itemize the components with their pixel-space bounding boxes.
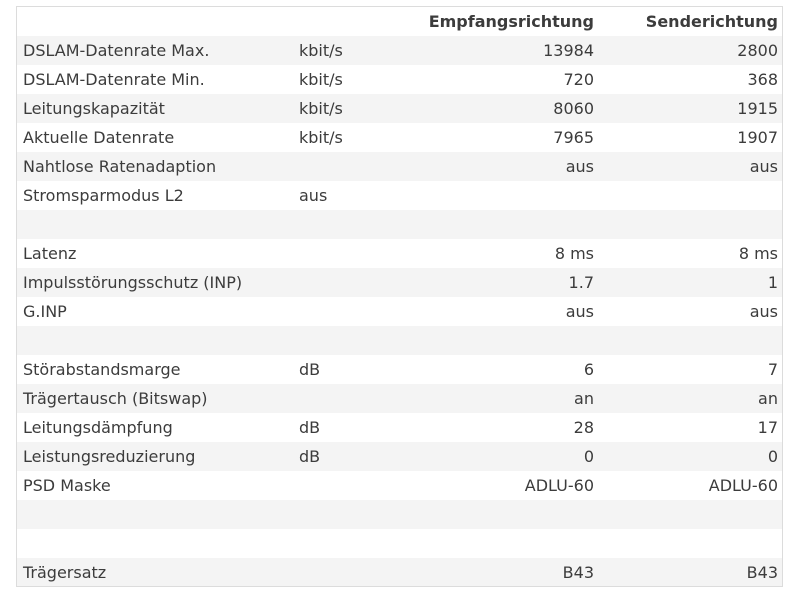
row-downstream-value: aus xyxy=(565,157,594,176)
row-unit: kbit/s xyxy=(299,70,343,89)
row-unit xyxy=(293,384,393,413)
row-downstream-value: B43 xyxy=(562,563,594,582)
row-upstream-value xyxy=(594,181,782,210)
table-row xyxy=(17,152,782,181)
table-row xyxy=(17,442,782,471)
row-unit: dB xyxy=(299,447,321,466)
row-downstream-value: 0 xyxy=(583,447,594,466)
row-upstream-value: aus xyxy=(749,302,778,321)
row-upstream-value: 0 xyxy=(767,447,778,466)
row-upstream-value: 368 xyxy=(747,70,778,89)
row-downstream-value: 8 ms xyxy=(554,244,594,263)
row-downstream-value: aus xyxy=(565,302,594,321)
header-downstream: Empfangsrichtung xyxy=(393,7,594,36)
row-unit xyxy=(293,268,393,297)
row-label: Trägersatz xyxy=(23,563,107,582)
row-label: PSD Maske xyxy=(23,476,111,495)
row-downstream-value: an xyxy=(574,389,594,408)
row-unit: aus xyxy=(299,186,328,205)
row-label xyxy=(17,500,293,529)
row-downstream-value xyxy=(393,210,594,239)
row-upstream-value xyxy=(594,326,782,355)
row-label: Störabstandsmarge xyxy=(23,360,181,379)
row-downstream-value: 7965 xyxy=(553,128,594,147)
row-upstream-value: an xyxy=(758,389,778,408)
table-row xyxy=(17,94,782,123)
row-downstream-value: 6 xyxy=(583,360,594,379)
row-upstream-value: ADLU-60 xyxy=(708,476,778,495)
row-label xyxy=(17,529,293,558)
table-header xyxy=(17,7,782,36)
row-unit xyxy=(293,152,393,181)
row-unit xyxy=(293,239,393,268)
row-label: Leistungsreduzierung xyxy=(23,447,196,466)
row-upstream-value xyxy=(594,500,782,529)
row-downstream-value xyxy=(393,529,594,558)
table-row xyxy=(17,529,782,558)
row-unit xyxy=(293,558,393,587)
row-downstream-value xyxy=(393,500,594,529)
row-downstream-value xyxy=(393,181,594,210)
row-upstream-value: 7 xyxy=(767,360,778,379)
row-upstream-value: aus xyxy=(749,157,778,176)
row-label: Trägertausch (Bitswap) xyxy=(23,389,208,408)
row-unit: kbit/s xyxy=(299,128,343,147)
row-upstream-value: B43 xyxy=(746,563,778,582)
table-row xyxy=(17,36,782,65)
row-downstream-value: 13984 xyxy=(543,41,594,60)
row-downstream-value: 1.7 xyxy=(568,273,594,292)
dsl-info-table-container xyxy=(16,6,783,587)
row-label: Latenz xyxy=(23,244,77,263)
table-row xyxy=(17,297,782,326)
row-upstream-value: 1915 xyxy=(737,99,778,118)
header-upstream: Senderichtung xyxy=(594,7,782,36)
row-unit xyxy=(293,297,393,326)
row-label: DSLAM-Datenrate Min. xyxy=(23,70,205,89)
row-downstream-value: 8060 xyxy=(553,99,594,118)
row-downstream-value: ADLU-60 xyxy=(524,476,594,495)
row-label: Aktuelle Datenrate xyxy=(23,128,175,147)
row-unit xyxy=(293,500,393,529)
table-row xyxy=(17,500,782,529)
row-upstream-value xyxy=(594,529,782,558)
row-downstream-value: 720 xyxy=(563,70,594,89)
row-unit: dB xyxy=(299,360,321,379)
table-row xyxy=(17,65,782,94)
row-label: Nahtlose Ratenadaption xyxy=(23,157,217,176)
row-downstream-value xyxy=(393,326,594,355)
table-row xyxy=(17,123,782,152)
table-row xyxy=(17,326,782,355)
table-row xyxy=(17,558,782,587)
row-unit xyxy=(293,529,393,558)
row-unit xyxy=(293,471,393,500)
dsl-info-table xyxy=(17,7,782,587)
row-unit xyxy=(293,210,393,239)
row-upstream-value xyxy=(594,210,782,239)
row-upstream-value: 2800 xyxy=(737,41,778,60)
table-row xyxy=(17,239,782,268)
row-label: G.INP xyxy=(23,302,67,321)
row-upstream-value: 1907 xyxy=(737,128,778,147)
header-row xyxy=(17,7,782,36)
table-body xyxy=(17,36,782,587)
row-unit: kbit/s xyxy=(299,99,343,118)
row-label xyxy=(17,326,293,355)
row-label: Impulsstörungsschutz (INP) xyxy=(23,273,243,292)
row-unit xyxy=(293,326,393,355)
row-downstream-value: 28 xyxy=(573,418,594,437)
table-row xyxy=(17,181,782,210)
row-upstream-value: 8 ms xyxy=(738,244,778,263)
table-row xyxy=(17,384,782,413)
table-row xyxy=(17,413,782,442)
table-row xyxy=(17,210,782,239)
row-upstream-value: 17 xyxy=(757,418,778,437)
header-unit-column xyxy=(293,7,393,36)
row-label: Leitungsdämpfung xyxy=(23,418,173,437)
table-row xyxy=(17,471,782,500)
row-label: Leitungskapazität xyxy=(23,99,165,118)
table-row xyxy=(17,355,782,384)
row-upstream-value: 1 xyxy=(767,273,778,292)
table-row xyxy=(17,268,782,297)
row-label: DSLAM-Datenrate Max. xyxy=(23,41,210,60)
row-label: Stromsparmodus L2 xyxy=(23,186,184,205)
header-label-column xyxy=(17,7,293,36)
row-unit: dB xyxy=(299,418,321,437)
row-unit: kbit/s xyxy=(299,41,343,60)
row-label xyxy=(17,210,293,239)
